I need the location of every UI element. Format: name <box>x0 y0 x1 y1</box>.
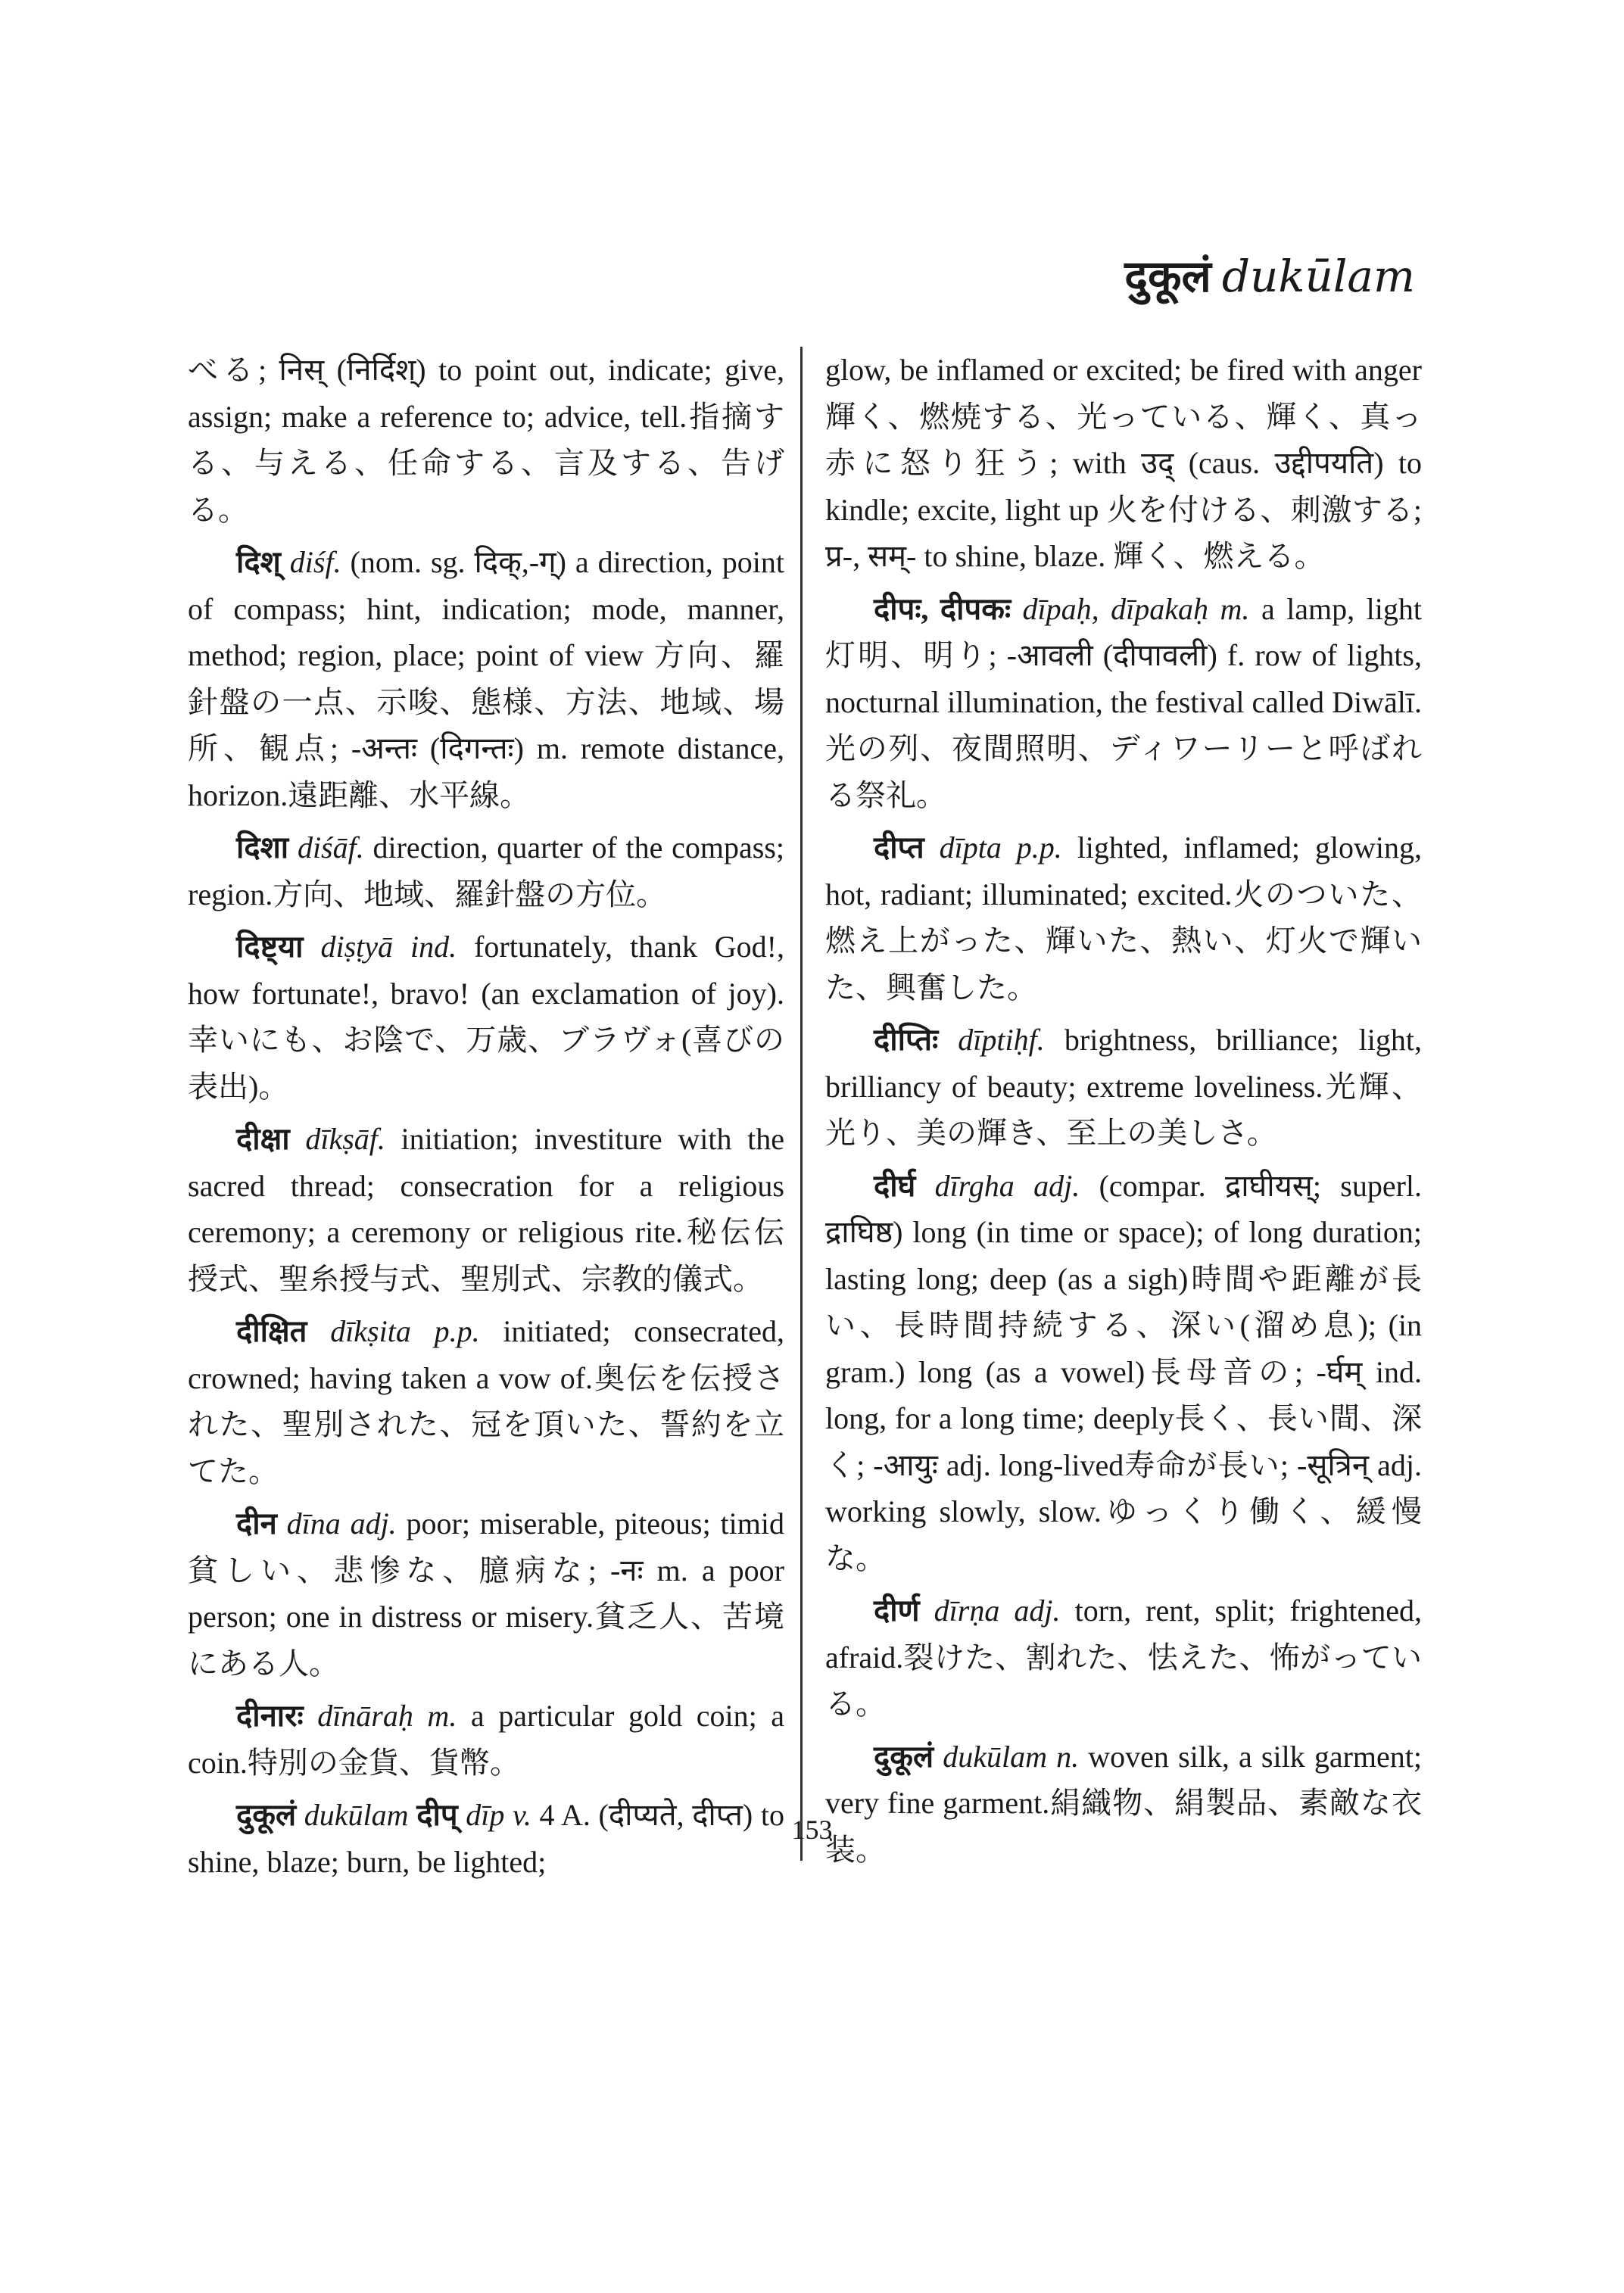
running-head-roman: dukūlam <box>1221 251 1415 302</box>
entry-text: poor; miserable, piteous; timid 貧しい、悲惨な、臆病な; -नः m. a poor person; one in distress or misery.貧乏人、苦境にある人。 <box>188 1506 785 1681</box>
entry-headword: दीन <box>236 1506 277 1541</box>
entry-headword: दीर्घ <box>874 1168 916 1203</box>
entry-headword: दिशा <box>236 830 289 865</box>
entry-text: initiated; consecrated, crowned; having taken a vow of.奥伝を伝授された、聖別された、冠を頂いた、誓約を立てた。 <box>188 1314 784 1488</box>
entry-transliteration: dīrṇa adj. <box>934 1594 1061 1628</box>
entry-continuation <box>825 347 1422 580</box>
entry-transliteration: dīptiḥf. <box>958 1023 1045 1057</box>
entry-headword: दीप्तिः <box>874 1023 939 1057</box>
running-head <box>1124 251 1415 302</box>
entry-dirna <box>825 1587 1422 1728</box>
entry-continuation <box>188 347 784 533</box>
entry-transliteration: dīpaḥ, dīpakaḥ m. <box>1022 591 1250 626</box>
entry-text: a lamp, light 灯明、明り; -आवली (दीपावली) f. row of lights, nocturnal illumination, the festival called Diwālī.光の列、夜間照明、ディワーリーと呼ばれる祭礼。 <box>825 591 1423 812</box>
entry-text: a particular gold coin; a coin.特別の金貨、貨幣。 <box>188 1699 785 1780</box>
entry-transliteration: dīrgha adj. <box>934 1168 1080 1203</box>
entry-transliteration: dīkṣita p.p. <box>330 1314 480 1348</box>
entry-dipah <box>825 586 1422 819</box>
entry-text: glow, be inflamed or excited; be fired with anger 輝く、燃焼する、光っている、輝く、真っ赤に怒り狂う; with उद् (caus. उद्दीपयति) to kindle; excite, light up 火を付ける、刺激する; प्र-, सम्- to shine, blaze. 輝く、燃える。 <box>825 353 1422 573</box>
entry-headword: दिश् <box>236 545 281 579</box>
entry-text: (compar. द्राघीयस्; superl. द्राघिष्ठ) long (in time or space); of long duration; lasting long; deep (as a sigh)時間や距離が長い、長時間持続する、深い(溜め息); (in gram.) long (as a vowel)長母音の; -र्घम् ind. long, for a long time; deeply長く、長い間、深く; -आयुः adj. long-lived寿命が長い; -सूत्रिन् adj. working slowly, slow.ゆっくり働く、緩慢な。 <box>825 1168 1423 1575</box>
entry-text: initiation; investiture with the sacred thread; consecration for a religious ceremony; a ceremony or religious rite.秘伝伝授式、聖糸授与式、聖別式、宗教的儀式。 <box>188 1122 784 1296</box>
entry-transliteration: diśf. <box>289 545 341 579</box>
entry-text: fortunately, thank God!, how fortunate!, bravo! (an exclamation of joy).幸いにも、お陰で、万歳、ブラヴォ(喜びの表出)。 <box>188 930 785 1104</box>
entry-headword: दिष्ट्या <box>236 930 304 964</box>
entry-headword: दीनारः <box>236 1699 304 1733</box>
entry-text: 4 A. (दीप्यते, दीप्त) to shine, blaze; burn, be lighted; <box>188 1798 785 1879</box>
entry-text: woven silk, a silk garment; very fine garment.絹織物、絹製品、素敵な衣装。 <box>825 1739 1422 1867</box>
entry-transliteration: dīna adj. <box>286 1506 397 1541</box>
entry-text: direction, quarter of the compass; region.方向、地域、羅針盤の方位。 <box>188 830 785 911</box>
entry-transliteration: diṣṭyā ind. <box>320 930 457 964</box>
entry-disha <box>188 824 784 918</box>
entry-text: べる; निस् (निर्दिश्) to point out, indicate; give, assign; make a reference to; advice, tell.指摘する、与える、任命する、言及する、告げる。 <box>188 353 784 527</box>
entry-headword: दीपः, दीपकः <box>874 591 1011 626</box>
entry-dirgha <box>825 1163 1422 1582</box>
entry-transliteration: dīkṣāf. <box>305 1122 385 1156</box>
entry-headword: दीर्ण <box>874 1594 920 1628</box>
entry-headword: दीप्त <box>874 830 924 865</box>
entry-text: (nom. sg. दिक्,-ग्) a direction, point of compass; hint, indication; mode, manner, method; region, place; point of view 方向、羅針盤の一点、示唆、態様、方法、地域、場所、観点; -अन्तः (दिगन्तः) m. remote distance, horizon.遠距離、水平線。 <box>188 545 784 812</box>
entry-dish <box>188 539 784 818</box>
entry-transliteration-2: dīp v. <box>466 1798 531 1832</box>
entry-dinarah <box>188 1693 784 1786</box>
entry-transliteration: diśāf. <box>297 830 364 865</box>
entry-dikshita <box>188 1308 784 1494</box>
entry-headword: दीक्षा <box>236 1122 290 1156</box>
entry-dina <box>188 1500 784 1687</box>
right-column <box>825 347 1422 1879</box>
entry-headword: दुकूलं <box>874 1739 934 1774</box>
entry-transliteration: dīnāraḥ m. <box>317 1699 457 1733</box>
entry-text: torn, rent, split; frightened, afraid.裂けた、割れた、怯えた、怖がっている。 <box>825 1594 1422 1721</box>
entry-headword: दुकूलं <box>236 1798 297 1832</box>
left-column <box>188 347 784 1891</box>
entry-dukulam <box>825 1734 1422 1874</box>
entry-diksha <box>188 1116 784 1302</box>
entry-text: lighted, inflamed; glowing, hot, radiant; illuminated; excited.火のついた、燃え上がった、輝いた、熱い、灯火で輝いた、興奮した。 <box>825 830 1422 1005</box>
entry-transliteration: dīpta p.p. <box>939 830 1062 865</box>
entry-headword-2: दीप् <box>416 1798 458 1832</box>
column-divider <box>800 347 803 1861</box>
entry-headword: दीक्षित <box>236 1314 307 1348</box>
entry-transliteration: dukūlam n. <box>943 1739 1080 1774</box>
entry-transliteration: dukūlam <box>304 1798 409 1832</box>
entry-dishtya <box>188 924 784 1110</box>
running-head-devanagari: दुकूलं <box>1124 251 1211 302</box>
page-number: 153 <box>791 1815 833 1845</box>
entry-text: brightness, brilliance; light, brilliancy of beauty; extreme loveliness.光輝、光り、美の輝き、至上の美しさ。 <box>825 1023 1423 1150</box>
entry-diptih <box>825 1017 1422 1157</box>
entry-dipta <box>825 824 1422 1011</box>
